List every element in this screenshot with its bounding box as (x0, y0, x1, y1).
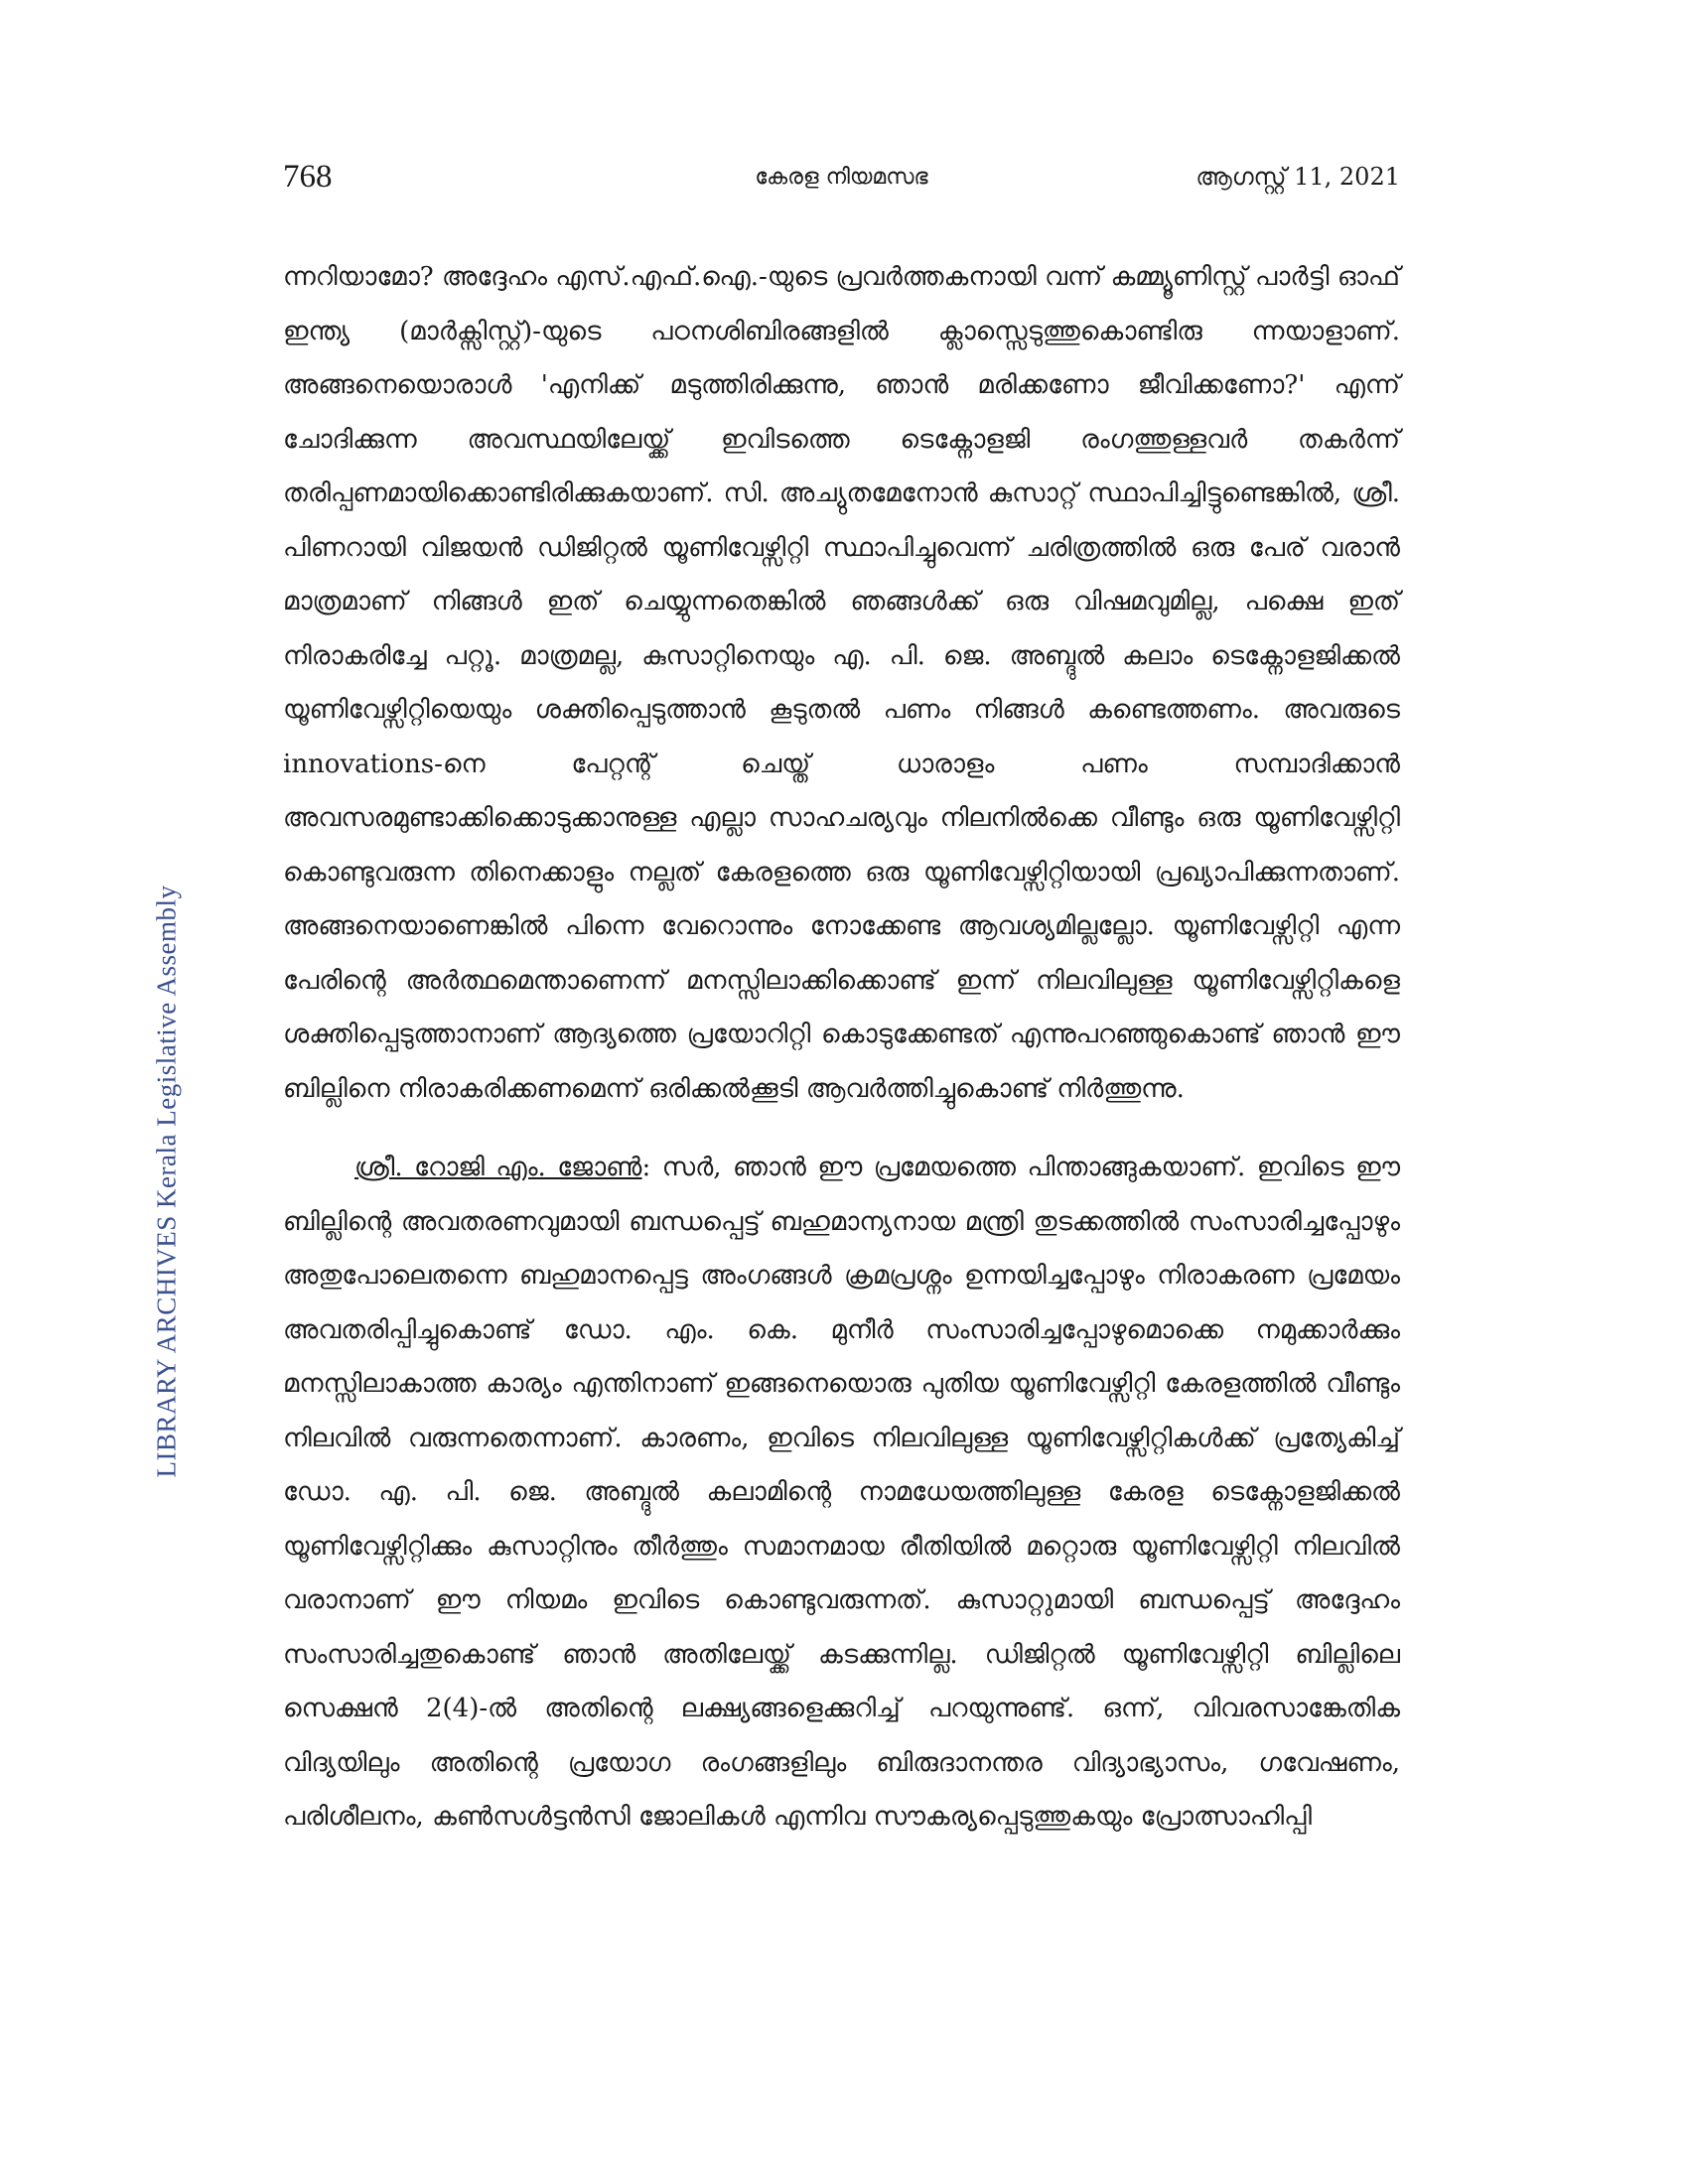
paragraph-speech (283, 1141, 1400, 1844)
header-date: ആഗസ്റ്റ് 11, 2021 (1196, 163, 1400, 191)
page-header (283, 159, 1400, 208)
running-title: കേരള നിയമസഭ (755, 165, 928, 190)
archive-watermark: LIBRARY ARCHIVES Kerala Legislative Assembly (151, 885, 182, 1478)
paragraph-continuation: ന്നറിയാമോ? അദ്ദേഹം എസ്.എഫ്.ഐ.-യുടെ പ്രവർത്തകനായി വന്ന് കമ്മ്യൂണിസ്റ്റ് പാർട്ടി ഓഫ് ഇന്ത്യ (മാർക്സിസ്റ്റ്)-യുടെ പഠനശിബിരങ്ങളിൽ ക്ലാസ്സെടുത്തുകൊണ്ടിരു ന്നയാളാണ്. അങ്ങനെയൊരാൾ 'എനിക്ക് മടുത്തിരിക്കുന്നു, ഞാൻ മരിക്കണോ ജീവിക്കണോ?' എന്ന് ചോദിക്കുന്ന അവസ്ഥയിലേയ്ക്ക് ഇവിടത്തെ ടെക്നോളജി രംഗത്തുള്ളവർ തകർന്ന് തരിപ്പണമായിക്കൊണ്ടിരിക്കുകയാണ്. സി. അച്യുതമേനോൻ കുസാറ്റ് സ്ഥാപിച്ചിട്ടുണ്ടെങ്കിൽ, ശ്രീ. പിണറായി വിജയൻ ഡിജിറ്റൽ യൂണിവേഴ്സിറ്റി സ്ഥാപിച്ചുവെന്ന് ചരിത്രത്തിൽ ഒരു പേര് വരാൻ മാത്രമാണ് നിങ്ങൾ ഇത് ചെയ്യുന്നതെങ്കിൽ ഞങ്ങൾക്ക് ഒരു വിഷമവുമില്ല, പക്ഷെ ഇത് നിരാകരിച്ചേ പറ്റൂ. മാത്രമല്ല, കുസാറ്റിനെയും എ. പി. ജെ. അബ്ദുൽ കലാം ടെക്നോളജിക്കൽ യൂണിവേഴ്സിറ്റിയെയും ശക്തിപ്പെടുത്താൻ കൂടുതൽ പണം നിങ്ങൾ കണ്ടെത്തണം. അവരുടെ innovations-നെ പേറ്റന്റ് ചെയ്ത് ധാരാളം പണം സമ്പാദിക്കാൻ അവസരമുണ്ടാക്കിക്കൊടുക്കാനുള്ള എല്ലാ സാഹചര്യവും നിലനിൽക്കെ വീണ്ടും ഒരു യൂണിവേഴ്സിറ്റി കൊണ്ടുവരുന്ന തിനെക്കാളും നല്ലത് കേരളത്തെ ഒരു യൂണിവേഴ്സിറ്റിയായി പ്രഖ്യാപിക്കുന്നതാണ്. അങ്ങനെയാണെങ്കിൽ പിന്നെ വേറൊന്നും നോക്കേണ്ട ആവശ്യമില്ലല്ലോ. യൂണിവേഴ്സിറ്റി എന്ന പേരിന്റെ അർത്ഥമെന്താണെന്ന് മനസ്സിലാക്കിക്കൊണ്ട് ഇന്ന് നിലവിലുള്ള യൂണിവേഴ്സിറ്റികളെ ശക്തിപ്പെടുത്താനാണ് ആദ്യത്തെ പ്രയോറിറ്റി കൊടുക്കേണ്ടത് എന്നുപറഞ്ഞുകൊണ്ട് ഞാൻ ഈ ബില്ലിനെ നിരാകരിക്കണമെന്ന് ഒരിക്കൽക്കൂടി ആവർത്തിച്ചുകൊണ്ട് നിർത്തുന്നു. (283, 262, 1400, 1104)
speech-text: : സർ, ഞാൻ ഈ പ്രമേയത്തെ പിന്താങ്ങുകയാണ്. ഇവിടെ ഈ ബില്ലിന്റെ അവതരണവുമായി ബന്ധപ്പെട്ട് ബഹുമാന്യനായ മന്ത്രി തുടക്കത്തിൽ സംസാരിച്ചപ്പോഴും അതുപോലെതന്നെ ബഹുമാനപ്പെട്ട അംഗങ്ങൾ ക്രമപ്രശ്നം ഉന്നയിച്ചപ്പോഴും നിരാകരണ പ്രമേയം അവതരിപ്പിച്ചുകൊണ്ട് ഡോ. എം. കെ. മുനീർ സംസാരിച്ചപ്പോഴുമൊക്കെ നമുക്കാർക്കും മനസ്സിലാകാത്ത കാര്യം എന്തിനാണ് ഇങ്ങനെയൊരു പുതിയ യൂണിവേഴ്സിറ്റി കേരളത്തിൽ വീണ്ടും നിലവിൽ വരുന്നതെന്നാണ്. കാരണം, ഇവിടെ നിലവിലുള്ള യൂണിവേഴ്സിറ്റികൾക്ക് പ്രത്യേകിച്ച് ഡോ. എ. പി. ജെ. അബ്ദുൽ കലാമിന്റെ നാമധേയത്തിലുള്ള കേരള ടെക്നോളജിക്കൽ യൂണിവേഴ്സിറ്റിക്കും കുസാറ്റിനും തീർത്തും സമാനമായ രീതിയിൽ മറ്റൊരു യൂണിവേഴ്സിറ്റി നിലവിൽ വരാനാണ് ഈ നിയമം ഇവിടെ കൊണ്ടുവരുന്നത്. കുസാറ്റുമായി ബന്ധപ്പെട്ട് അദ്ദേഹം സംസാരിച്ചതുകൊണ്ട് ഞാൻ അതിലേയ്ക്ക് കടക്കുന്നില്ല. ഡിജിറ്റൽ യൂണിവേഴ്സിറ്റി ബില്ലിലെ സെക്ഷൻ 2(4)-ൽ അതിന്റെ ലക്ഷ്യങ്ങളെക്കുറിച്ച് പറയുന്നുണ്ട്. ഒന്ന്, വിവരസാങ്കേതിക വിദ്യയിലും അതിന്റെ പ്രയോഗ രംഗങ്ങളിലും ബിരുദാനന്തര വിദ്യാഭ്യാസം, ഗവേഷണം, പരിശീലനം, കൺസൾട്ടൻസി ജോലികൾ എന്നിവ സൗകര്യപ്പെടുത്തുകയും പ്രോത്സാഹിപ്പി (283, 1153, 1400, 1832)
document-body (283, 250, 1400, 1844)
page-number: 768 (283, 159, 333, 195)
speaker-name: ശ്രീ. റോജി എം. ജോൺ (354, 1153, 642, 1182)
